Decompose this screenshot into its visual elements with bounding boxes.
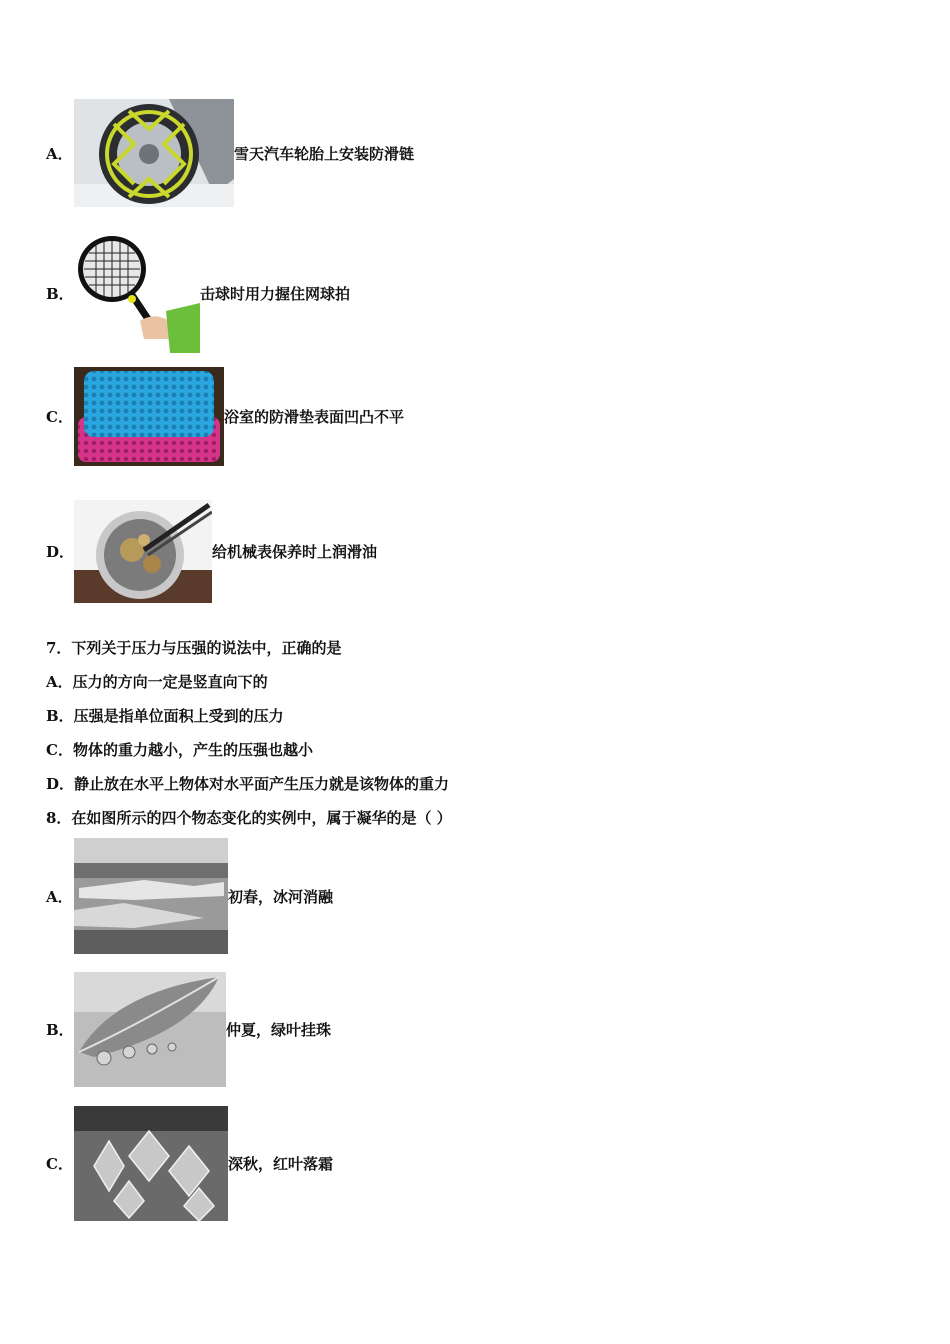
q6-option-b — [46, 233, 350, 353]
q6-option-c — [46, 367, 404, 466]
bath-mat-photo — [74, 367, 224, 466]
q7-option-b: B．压强是指单位面积上受到的压力 — [46, 707, 284, 725]
q6-option-a — [46, 99, 414, 207]
option-text: 初春，冰河消融 — [228, 887, 334, 906]
tire-snow-chain-photo — [74, 99, 234, 207]
melting-ice-photo — [74, 838, 228, 954]
q8-option-c — [46, 1106, 333, 1221]
option-text: 浴室的防滑垫表面凹凸不平 — [224, 408, 405, 426]
q7-option-a: A．压力的方向一定是竖直向下的 — [46, 673, 268, 691]
q8-option-b — [46, 972, 331, 1087]
option-text: 雪天汽车轮胎上安装防滑链 — [234, 144, 415, 163]
q8-stem: 8．在如图所示的四个物态变化的实例中，属于凝华的是（ ） — [46, 809, 452, 827]
option-letter: C． — [46, 1155, 73, 1173]
q6-option-d — [46, 500, 377, 603]
option-letter: B． — [46, 284, 74, 303]
q7-option-c: C．物体的重力越小，产生的压强也越小 — [46, 741, 313, 759]
option-text: 击球时用力握住网球拍 — [200, 284, 351, 303]
tennis-racket-photo — [74, 233, 200, 353]
option-letter: A． — [46, 887, 73, 906]
option-letter: A． — [46, 144, 73, 163]
option-letter: B． — [46, 1021, 74, 1039]
option-text: 给机械表保养时上润滑油 — [212, 543, 378, 561]
q8-option-a — [46, 838, 333, 954]
watch-repair-photo — [74, 500, 212, 603]
option-text: 深秋，红叶落霜 — [228, 1155, 334, 1173]
option-text: 仲夏，绿叶挂珠 — [226, 1021, 332, 1039]
dew-leaf-photo — [74, 972, 226, 1087]
q7-option-d: D．静止放在水平上物体对水平面产生压力就是该物体的重力 — [46, 775, 450, 793]
frost-leaves-photo — [74, 1106, 228, 1221]
q7-stem: 7．下列关于压力与压强的说法中，正确的是 — [46, 639, 342, 657]
option-letter: D． — [46, 543, 75, 561]
option-letter: C． — [46, 408, 73, 426]
